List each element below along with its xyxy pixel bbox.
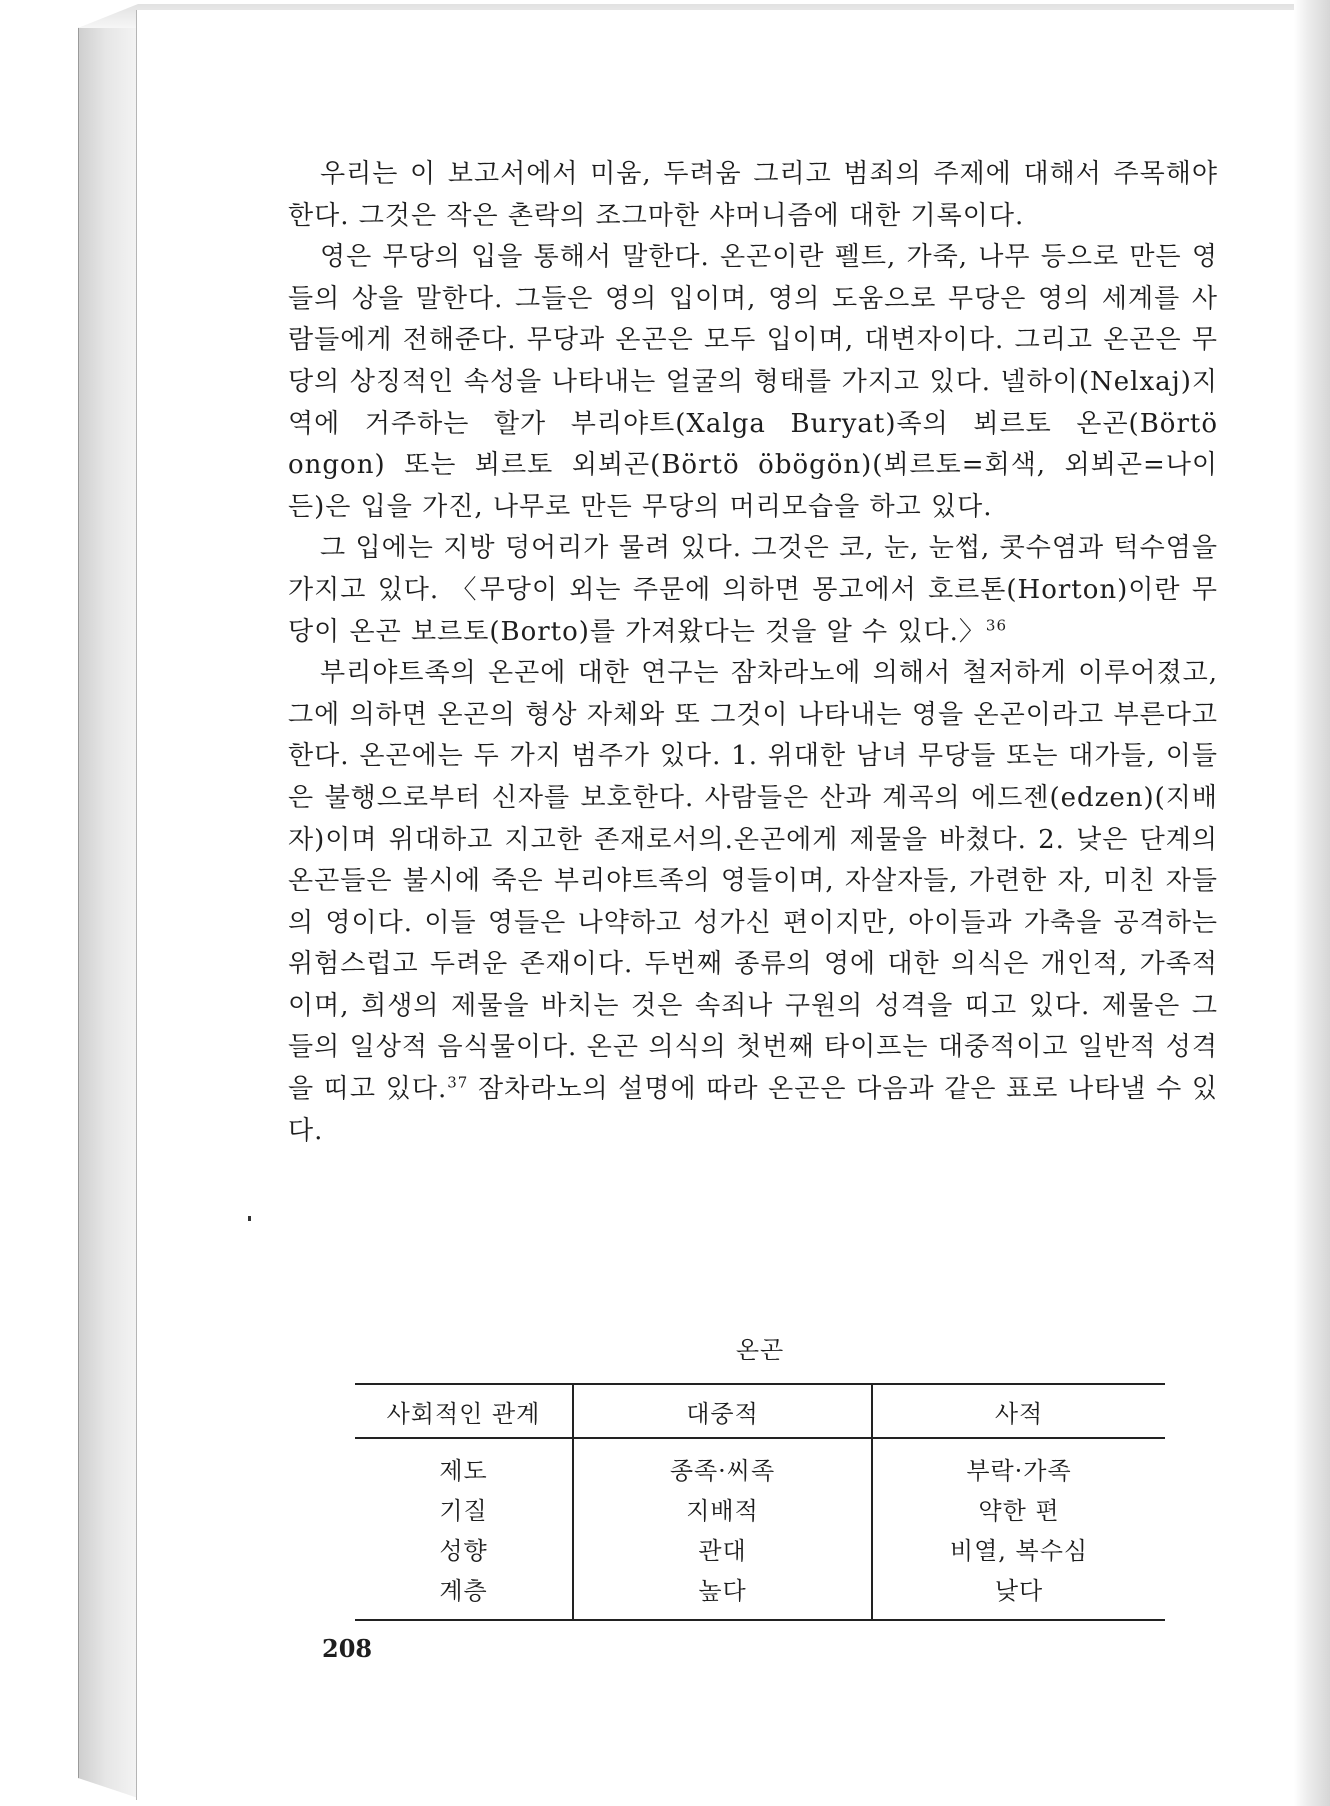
table-header-social-relation: 사회적인 관계 [355,1384,573,1438]
table-header-public: 대중적 [573,1384,872,1438]
paragraph-1: 우리는 이 보고서에서 미움, 두려움 그리고 범죄의 주제에 대해서 주목해야 한다. 그것은 작은 촌락의 조그마한 샤머니즘에 대한 기록이다. [288,159,1218,231]
scan-speck [248,1216,251,1221]
table-cell: 낮다 [872,1568,1165,1620]
table-header-row [355,1384,1165,1438]
book-page-edge-left [78,8,139,1798]
table-header-private: 사적 [872,1384,1165,1438]
table-cell: 지배적 [573,1488,872,1528]
table-cell: 계층 [439,1576,488,1605]
page-number: 208 [322,1634,373,1663]
table-cell: 약한 편 [872,1488,1165,1528]
paragraph-4 [288,653,1218,1152]
paragraph-4-text: 부리야트족의 온곤에 대한 연구는 잠차라노에 의해서 철저하게 이루어졌고, 그에 의하면 온곤의 형상 자체와 또 그것이 나타내는 영을 온곤이라고 부른다고 한다. 온곤에는 두 가지 범주가 있다. 1. 위대한 남녀 무당들 또는 대가들, 이들은 불행으로부터 신자를 보호한다. 사람들은 산과 계곡의 에드젠(edzen)(지배자)이며 위대하고 지고한 존재로서의.온곤에게 제물을 바쳤다. 2. 낮은 단계의 온곤들은 불시에 죽은 부리야트족의 영들이며, 자살자들, 가련한 자, 미친 자들의 영이다. 이들 영들은 나약하고 성가신 편이지만, 아이들과 가축을 공격하는 위험스럽고 두려운 존재이다. 두번째 종류의 영에 대한 의식은 개인적, 가족적이며, 희생의 제물을 바치는 것은 속죄나 구원의 성격을 띠고 있다. 제물은 그들의 일상적 음식물이다. 온곤 의식의 첫번째 타이프는 대중적이고 일반적 성격을 띠고 있다. [288,658,1218,1105]
ongon-table-section [355,1330,1165,1621]
paragraph-3 [288,528,1218,653]
table-cell: 높다 [573,1568,872,1620]
ongon-table [355,1383,1165,1621]
table-cell: 성향 [439,1536,488,1565]
paragraph-3-text: 그 입에는 지방 덩어리가 물려 있다. 그것은 코, 눈, 눈썹, 콧수염과 턱수염을 가지고 있다. 〈무당이 외는 주문에 의하면 몽고에서 호르톤(Horton)이란 무당이 온곤 보르토(Borto)를 가져왔다는 것을 알 수 있다.〉 [288,533,1218,647]
table-row [355,1568,1165,1620]
body-text [288,154,1218,1152]
footnote-ref-36: 36 [985,615,1007,634]
footnote-ref-37: 37 [447,1073,469,1092]
table-cell: 종족·씨족 [573,1438,872,1488]
table-title: 온곤 [735,1336,785,1364]
table-row [355,1488,1165,1528]
book-page-edge-right [1294,0,1330,1806]
table-cell: 관대 [573,1528,872,1568]
table-cell: 비열, 복수심 [872,1528,1165,1568]
table-cell: 부락·가족 [872,1438,1165,1488]
paragraph-2: 영은 무당의 입을 통해서 말한다. 온곤이란 펠트, 가죽, 나무 등으로 만든 영들의 상을 말한다. 그들은 영의 입이며, 영의 도움으로 무당은 영의 세계를 사람들에게 전해준다. 무당과 온곤은 모두 입이며, 대변자이다. 그리고 온곤은 무당의 상징적인 속성을 나타내는 얼굴의 형태를 가지고 있다. 넬하이(Nelxaj)지역에 거주하는 할가 부리야트(Xalga Buryat)족의 뵈르토 온곤(Börtö ongon) 또는 뵈르토 외뵈곤(Börtö öbögön)(뵈르토=회색, 외뵈곤=나이 든)은 입을 가진, 나무로 만든 무당의 머리모습을 하고 있다. [288,242,1218,522]
table-row [355,1438,1165,1488]
table-row [355,1528,1165,1568]
table-cell: 기질 [439,1496,488,1525]
paragraph-4-tail: 잠차라노의 설명에 따라 온곤은 다음과 같은 표로 나타낼 수 있다. [288,1074,1218,1146]
table-cell: 제도 [439,1456,488,1485]
